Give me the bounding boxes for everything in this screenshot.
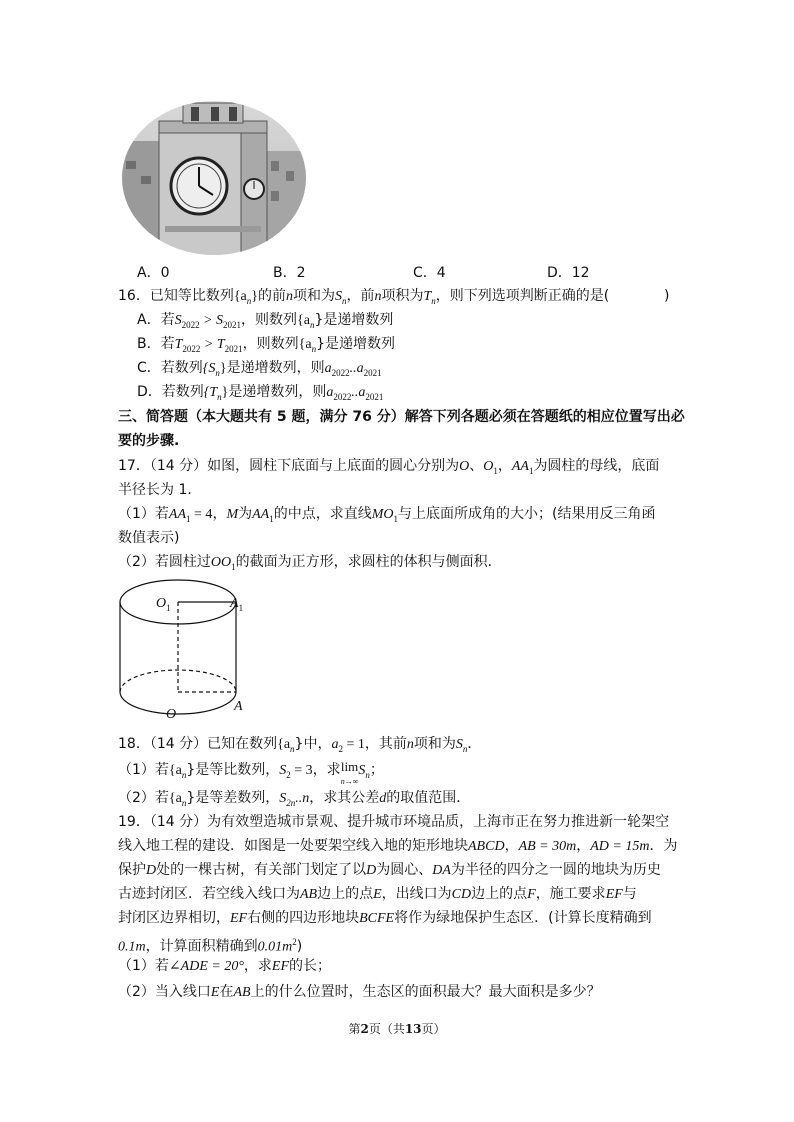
label-o: O (166, 707, 177, 722)
q15-option-d: D．12 (547, 265, 590, 281)
q17-stem: 17．（14 分）如图，圆柱下底面与上底面的圆心分别为O、$O_1$，$AA_1$为圆柱的母线，底面 (118, 458, 660, 476)
q16-option-b: B．若$T_{2022} > T_{2021}$，则数列$\{a_n\}$是递增数列 (137, 336, 395, 354)
q19-part-1: （1）若∠ADE = 20°，求EF的长； (118, 958, 332, 974)
q15-option-a: A．0 (137, 265, 170, 281)
q16-option-d: D．若数列$\{T_n\}$是递增数列，则$a_{2022}..a_{2021}$ (137, 384, 384, 402)
q19-line-6: 0.1m，计算面积精确到$0.01m^2$) (118, 937, 303, 955)
q15-option-c: C．4 (413, 265, 446, 281)
clock-tower-photo (121, 101, 307, 256)
cylinder-shape (120, 580, 236, 714)
q19-line-2: 线入地工程的建设．如图是一处要架空线入地的矩形地块ABCD，AB = 30m，AD = 15m．为 (118, 838, 678, 854)
q19-line-5: 封闭区边界相切，EF右侧的四边形地块BCFE将作为绿地保护生态区．(计算长度精确到 (118, 910, 652, 926)
cylinder-figure (112, 578, 262, 726)
q17-part-1: （1）若$AA_1 = 4$，M为$AA_1$的中点，求直线$MO_1$与上底面所成角的大小；(结果用反三角函 (118, 506, 656, 524)
q19-line-3: 保护D处的一棵古树，有关部门划定了以D为圆心、DA为半径的四分之一圆的地块为历史 (118, 862, 661, 878)
q17-part-1-cont: 数值表示) (118, 530, 180, 546)
q18-part-1: （1）若$\{a_n\}$是等比数列，$S_2 = 3$，求lim $n\to\infty S_n$； (118, 759, 384, 786)
label-o1: $O_1$ (156, 596, 171, 613)
q19-line-1: 19．（14 分）为有效塑造城市景观、提升城市环境品质，上海市正在努力推进新一轮架空 (118, 814, 670, 830)
label-a: A (234, 699, 243, 714)
q15-option-b: B．2 (273, 265, 306, 281)
page-footer: 第2页（共13页） (348, 1022, 446, 1036)
label-a1: $A_1$ (230, 596, 244, 613)
q16-paren-close: ) (664, 288, 670, 304)
section-3-heading: 三、简答题（本大题共有 5 题，满分 76 分）解答下列各题必须在答题纸的相应位置写出必 (118, 409, 685, 425)
q19-part-2: （2）当入线口E在AB上的什么位置时，生态区的面积最大？最大面积是多少？ (118, 984, 601, 1000)
q16-stem: 16．已知等比数列$\{a_n\}$的前n项和为$S_n$，前n项积为$T_n$，则下列选项判断正确的是( (118, 288, 610, 306)
q16-option-a: A．若$S_{2022} > S_{2021}$，则数列$\{a_n\}$是递增数列 (137, 312, 394, 330)
section-3-heading-cont: 要的步骤. (118, 433, 180, 449)
q16-option-c: C．若数列$\{S_n\}$是递增数列，则$a_{2022}..a_{2021}$ (137, 360, 382, 378)
q18-stem: 18．（14 分）已知在数列$\{a_n\}$中，$a_2 = 1$，其前n项和为$S_n$． (118, 736, 482, 754)
q18-part-2: （2）若$\{a_n\}$是等差数列，$S_{2n}..n$，求其公差d的取值范围． (118, 790, 471, 808)
q19-line-4: 古迹封闭区．若空线入线口为AB边上的点E，出线口为CD边上的点F，施工要求EF与 (118, 886, 637, 902)
q17-part-2: （2）若圆柱过$OO_1$的截面为正方形，求圆柱的体积与侧面积． (118, 554, 502, 572)
q17-stem-cont: 半径长为 1． (118, 482, 202, 498)
